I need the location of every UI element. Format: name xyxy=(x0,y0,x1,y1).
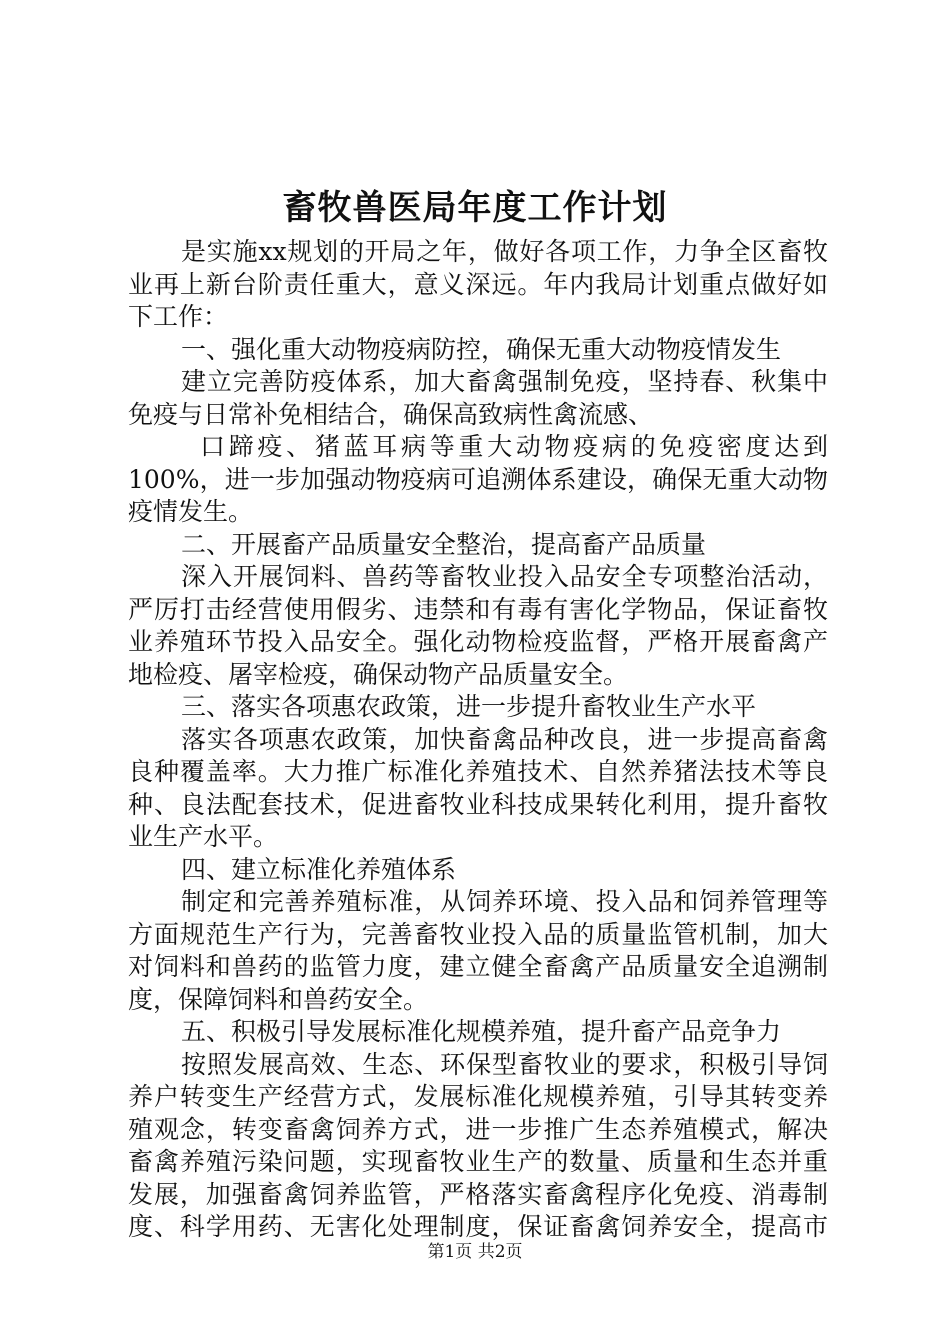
body-line: 落实各项惠农政策，加快畜禽品种改良，进一步提高畜禽 xyxy=(181,724,828,754)
body-line: 业养殖环节投入品安全。强化动物检疫监督，严格开展畜禽产 xyxy=(128,627,828,656)
document-title: 畜牧兽医局年度工作计划 xyxy=(282,188,668,228)
section-heading: 一、强化重大动物疫病防控，确保无重大动物疫情发生 xyxy=(181,334,782,364)
body-line: 殖观念，转变畜禽饲养方式，进一步推广生态养殖模式，解决 xyxy=(128,1114,828,1144)
body-line: 种、良法配套技术，促进畜牧业科技成果转化利用，提升畜牧 xyxy=(128,789,828,819)
body-line: 是实施xx规划的开局之年，做好各项工作，力争全区畜牧 xyxy=(181,237,828,266)
section-heading: 三、落实各项惠农政策，进一步提升畜牧业生产水平 xyxy=(181,692,757,721)
body-line: 业再上新台阶责任重大，意义深远。年内我局计划重点做好如 xyxy=(128,269,828,299)
body-line: 业生产水平。 xyxy=(128,822,279,851)
body-line: 下工作： xyxy=(128,302,229,331)
body-line: 建立完善防疫体系，加大畜禽强制免疫，坚持春、秋集中 xyxy=(181,367,828,396)
section-heading: 五、积极引导发展标准化规模养殖，提升畜产品竞争力 xyxy=(181,1017,782,1046)
body-line: 100%，进一步加强动物疫病可追溯体系建设，确保无重大动物 xyxy=(128,464,828,494)
body-line: 口蹄疫、猪蓝耳病等重大动物疫病的免疫密度达到 xyxy=(200,432,828,461)
body-line: 度，保障饲料和兽药安全。 xyxy=(128,984,429,1014)
body-line: 方面规范生产行为，完善畜牧业投入品的质量监管机制，加大 xyxy=(128,919,828,949)
body-line: 按照发展高效、生态、环保型畜牧业的要求，积极引导饲 xyxy=(181,1049,828,1079)
body-line: 发展，加强畜禽饲养监管，严格落实畜禽程序化免疫、消毒制 xyxy=(128,1179,828,1209)
body-line: 良种覆盖率。大力推广标准化养殖技术、自然养猪法技术等良 xyxy=(128,757,828,786)
body-line: 严厉打击经营使用假劣、违禁和有毒有害化学物品，保证畜牧 xyxy=(128,594,828,624)
body-line: 对饲料和兽药的监管力度，建立健全畜禽产品质量安全追溯制 xyxy=(128,952,828,981)
body-line: 疫情发生。 xyxy=(128,497,254,526)
body-line: 养户转变生产经营方式，发展标准化规模养殖，引导其转变养 xyxy=(128,1082,828,1111)
document-body xyxy=(128,236,828,1244)
page-footer: 第1页 共2页 xyxy=(427,1242,523,1262)
section-heading: 四、建立标准化养殖体系 xyxy=(181,854,457,884)
body-line: 深入开展饲料、兽药等畜牧业投入品安全专项整治活动， xyxy=(181,562,828,591)
body-line: 地检疫、屠宰检疫，确保动物产品质量安全。 xyxy=(128,659,629,689)
body-line: 度、科学用药、无害化处理制度，保证畜禽饲养安全，提高市 xyxy=(128,1212,828,1241)
body-line: 制定和完善养殖标准，从饲养环境、投入品和饲养管理等 xyxy=(181,887,828,916)
body-line: 畜禽养殖污染问题，实现畜牧业生产的数量、质量和生态并重 xyxy=(128,1147,828,1176)
section-heading: 二、开展畜产品质量安全整治，提高畜产品质量 xyxy=(181,529,707,559)
body-line: 免疫与日常补免相结合，确保高致病性禽流感、 xyxy=(128,399,654,429)
